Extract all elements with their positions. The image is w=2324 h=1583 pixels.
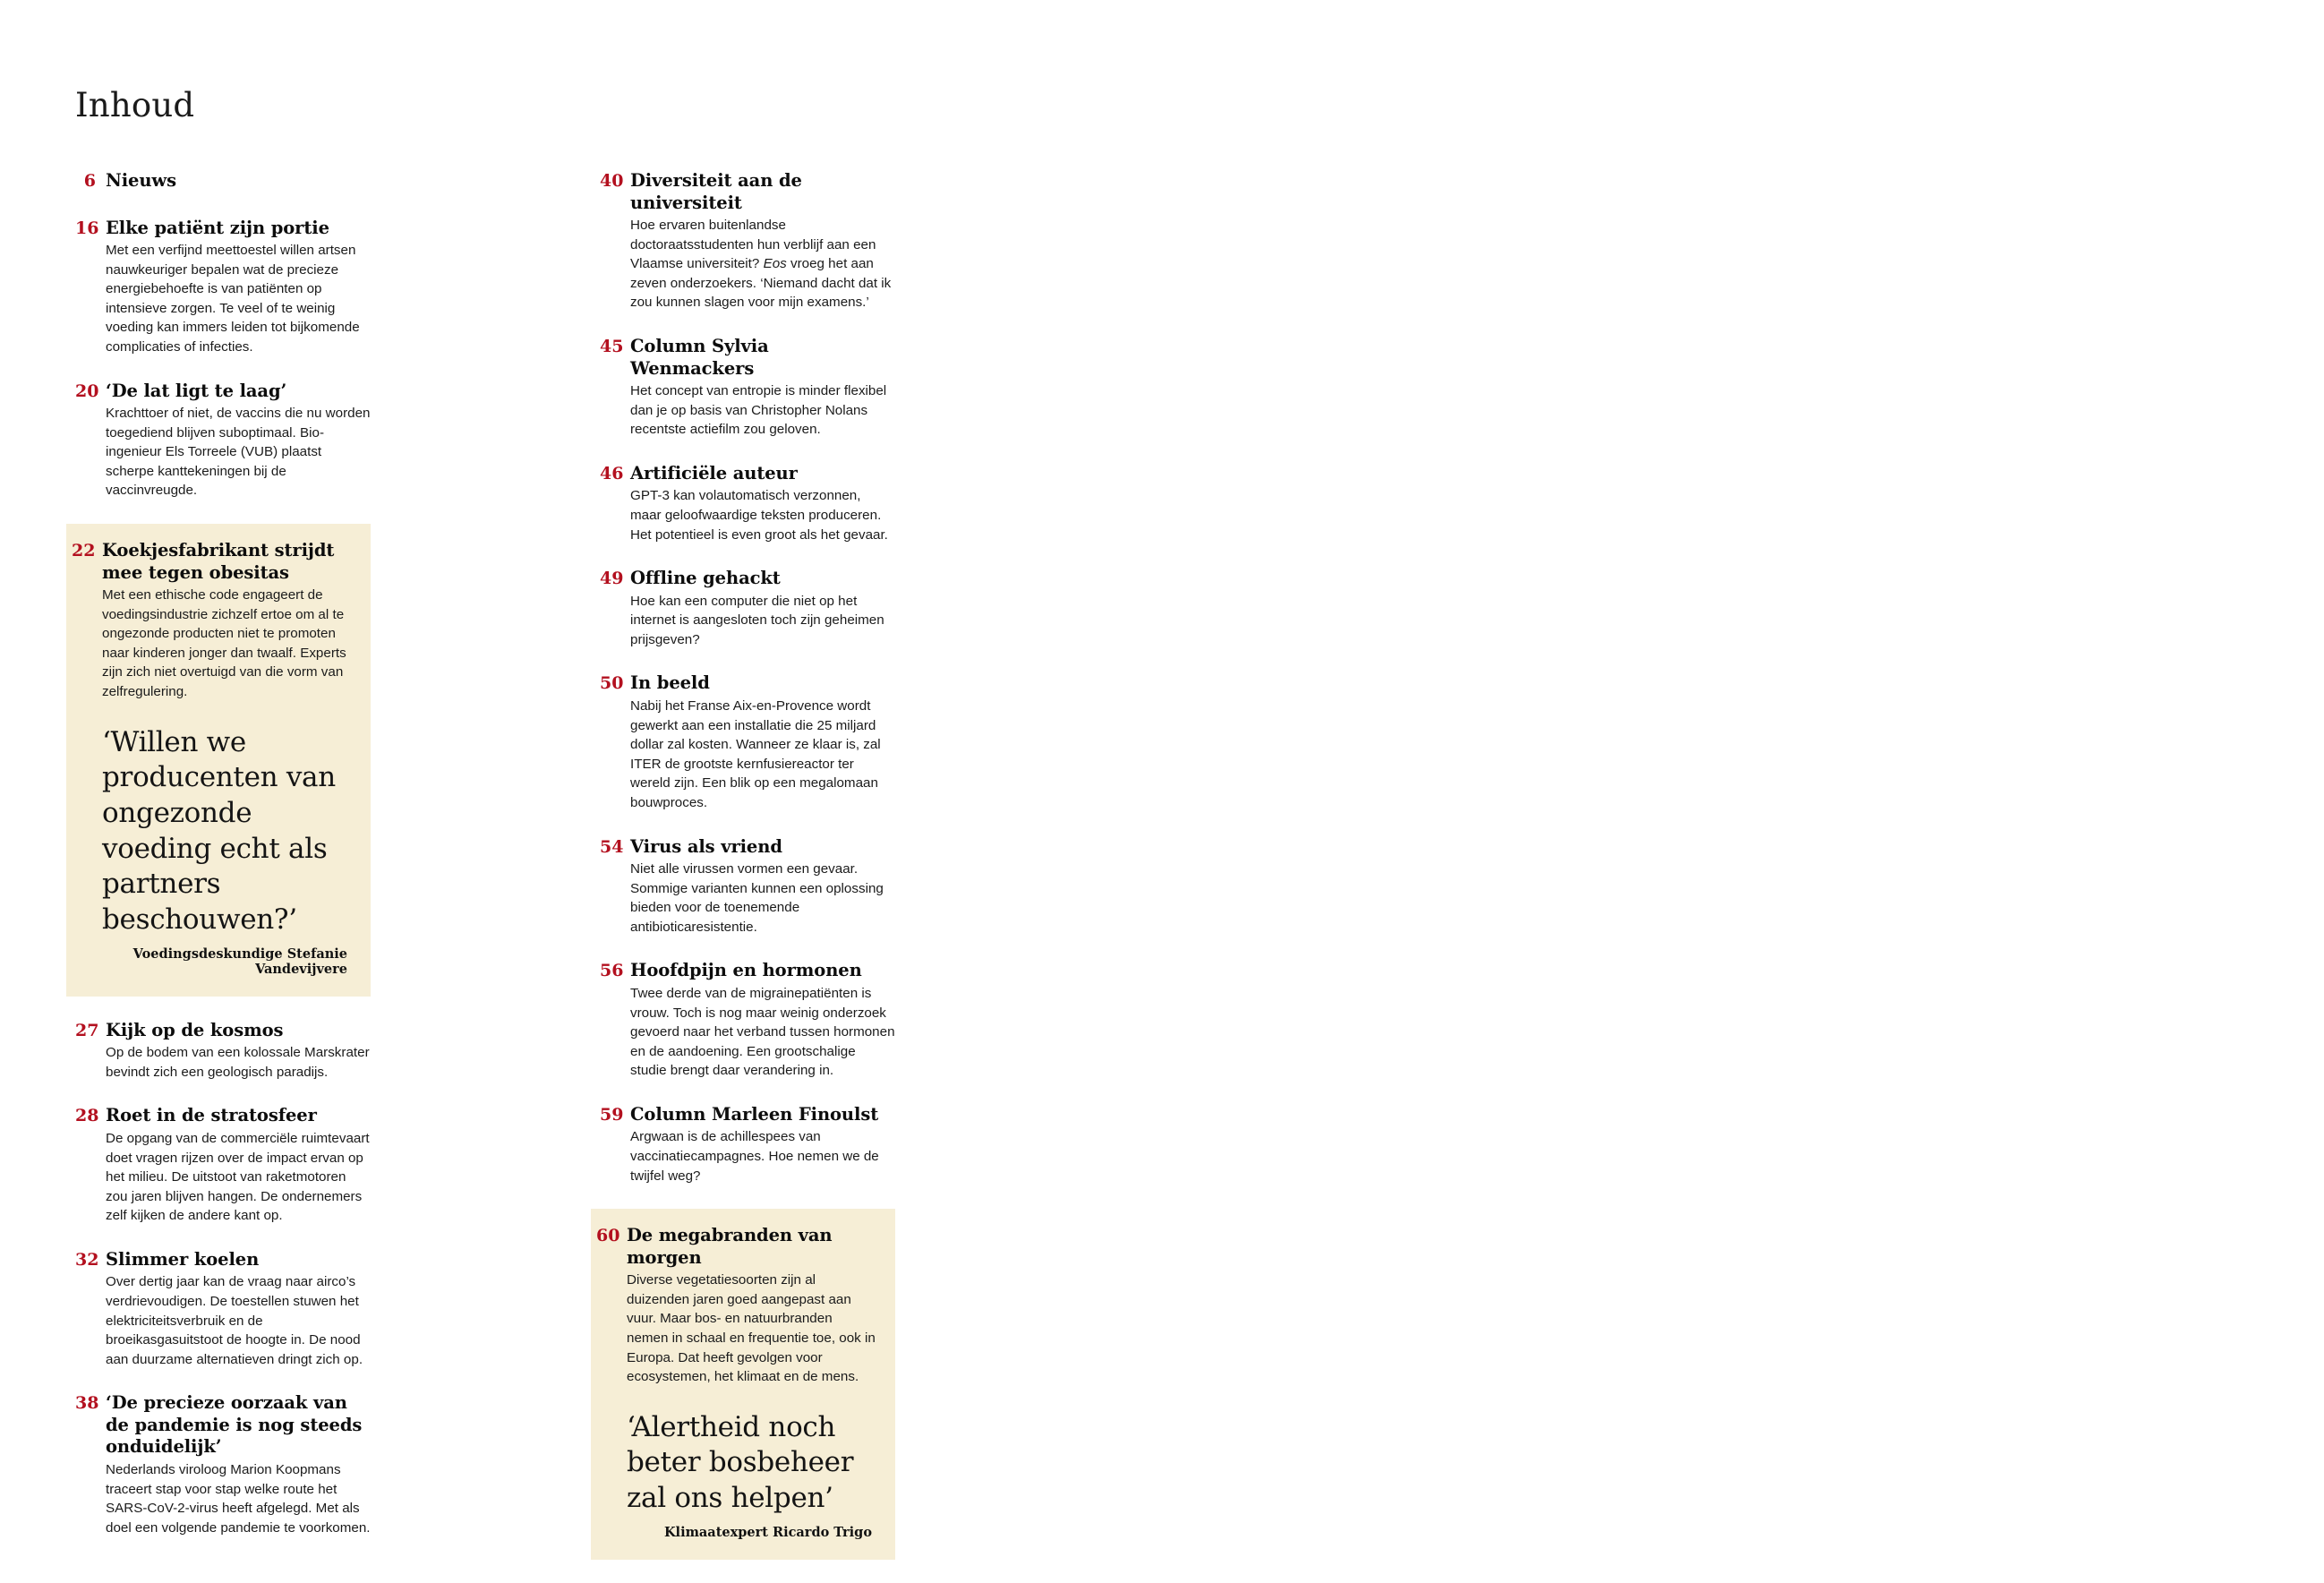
toc-entry[interactable] [600,170,895,312]
toc-entry[interactable] [600,836,895,937]
entry-title: Elke patiënt zijn portie [106,217,329,238]
page-number: 50 [600,673,624,694]
entry-description: De opgang van de commerciële ruimtevaart doet vragen rijzen over de impact ervan op het milieu. De uitstoot van raketmotoren zou jaren blijven hangen. De ondernemers zelf kijken de andere kant op. [106,1130,370,1224]
toc-entry[interactable] [72,540,353,702]
entry-description: GPT-3 kan volautomatisch verzonnen, maar geloofwaardige teksten produceren. Het potentieel is even groot als het gevaar. [630,488,888,543]
right-page [1161,0,2324,1536]
toc-entry[interactable] [600,463,895,544]
toc-entry[interactable] [600,1104,895,1185]
page-number: 59 [600,1104,624,1125]
entry-description: Met een ethische code engageert de voedingsindustrie zichzelf ertoe om al te ongezonde producten niet te promoten naar kinderen jonger dan twaalf. Experts zijn zich niet overtuigd van die vorm van zelfregulering. [102,587,346,700]
toc-entry[interactable] [75,170,371,194]
toc-entry[interactable] [596,1225,877,1387]
page-number: 56 [600,961,624,981]
entry-title: Column Marleen Finoulst [630,1103,879,1125]
page-number: 38 [75,1393,99,1414]
page-title: Inhoud [75,86,195,124]
desc-post: vroeg het aan zeven onderzoekers. ‘Niemand dacht dat ik zou kunnen slagen voor mijn examens.’ [630,256,892,311]
page-number: 32 [75,1249,99,1270]
entry-description: Krachttoer of niet, de vaccins die nu worden toegediend blijven suboptimaal. Bio-ingenieur Els Torreele (VUB) plaatst scherpe kanttekeningen bij de vaccinvreugde. [106,406,371,499]
toc-entry[interactable] [600,568,895,649]
page-number: 28 [75,1106,99,1126]
page-number: 6 [83,171,96,191]
entry-title: Virus als vriend [630,835,782,857]
toc-entry[interactable] [75,1105,371,1225]
pull-quote-attribution: Voedingsdeskundige Stefanie Vandevijvere [132,946,347,977]
page-number: 40 [600,171,624,191]
entry-title: Column Sylvia Wenmackers [630,336,769,379]
entry-title: Koekjesfabrikant strijdt mee tegen obesitas [102,540,335,583]
page-number: 46 [600,463,624,483]
toc-entry[interactable] [600,672,895,812]
entry-title: In beeld [630,672,710,694]
page-number: 49 [600,569,624,589]
pull-quote: ‘Willen we producenten van ongezonde voeding echt als partners beschouwen?’ [102,725,336,936]
entry-description: Twee derde van de migrainepatiënten is vrouw. Toch is nog maar weinig onderzoek gevoerd naar het verband tussen hormonen en de aandoening. Een grootschalige studie brengt daar verandering in. [630,985,895,1079]
left-page [0,0,1161,1540]
pull-quote: ‘Alertheid noch beter bosbeheer zal ons helpen’ [627,1410,854,1515]
entry-title: Diversiteit aan de universiteit [630,170,802,213]
entry-description: Nederlands viroloog Marion Koopmans traceert stap voor stap welke route het SARS-CoV-2-virus heeft afgelegd. Met als doel een volgende pandemie te voorkomen. [106,1461,371,1536]
page-number: 20 [75,381,99,401]
highlighted-entry-box[interactable] [591,1209,895,1560]
entry-title: Artificiële auteur [630,462,798,483]
entry-description: Het concept van entropie is minder flexibel dan je op basis van Christopher Nolans recentste actiefilm zou geloven. [630,383,887,438]
entry-title: ‘De lat ligt te laag’ [106,380,287,401]
entry-description: Nabij het Franse Aix-en-Provence wordt gewerkt aan een installatie die 25 miljard dollar zal kosten. Wanneer ze klaar is, zal ITER de grootste kernfusiereactor ter wereld zijn. Een blik op een megalomaan bouwproces. [630,698,881,810]
toc-column-1 [72,170,371,1561]
toc-entry[interactable] [75,1020,371,1082]
entry-description: Met een verfijnd meettoestel willen artsen nauwkeuriger bepalen wat de precieze energiebehoefte is van patiënten op intensieve zorgen. Te veel of te weinig voeding kan immers leiden tot bijkomende complicaties of infecties. [106,243,360,355]
toc-column-2 [596,170,895,1583]
entry-title: Slimmer koelen [106,1248,260,1270]
entry-title: Hoofdpijn en hormonen [630,960,862,981]
entry-description: Hoe kan een computer die niet op het internet is aangesloten toch zijn geheimen prijsgeven? [630,593,884,647]
toc-entry[interactable] [600,336,895,440]
entry-description: Diverse vegetatiesoorten zijn al duizenden jaren goed aangepast aan vuur. Maar bos- en natuurbranden nemen in schaal en frequentie toe, ook in Europa. Dat heeft gevolgen voor ecosystemen, het klimaat en de mens. [627,1272,876,1385]
entry-description: Niet alle virussen vormen een gevaar. Sommige varianten kunnen een oplossing bieden voor de toenemende antibioticaresistentie. [630,861,884,935]
entry-description: Over dertig jaar kan de vraag naar airco’s verdrievoudigen. De toestellen stuwen het elektriciteitsverbruik en de broeikasgasuitstoot de hoogte in. De nood aan duurzame alternatieven dringt zich op. [106,1274,363,1367]
entry-title: Nieuws [106,170,176,191]
toc-entry[interactable] [75,1392,371,1537]
entry-title: De megabranden van morgen [627,1225,833,1268]
toc-entry[interactable] [75,218,371,357]
toc-entry[interactable] [75,381,371,501]
desc-pre: Hoe ervaren buitenlandse doctoraatsstudenten hun verblijf aan een Vlaamse universiteit? [630,218,876,272]
pull-quote-attribution: Klimaatexpert Ricardo Trigo [663,1524,872,1540]
entry-title: Offline gehackt [630,568,781,589]
page-number: 45 [600,337,624,357]
page-number: 27 [75,1020,99,1040]
page-number: 22 [72,541,96,561]
toc-entry[interactable] [75,1249,371,1369]
entry-description: Op de bodem van een kolossale Marskrater bevindt zich een geologisch paradijs. [106,1045,370,1080]
desc-emphasis: Eos [763,256,787,272]
highlighted-entry-box[interactable] [66,524,371,997]
page-number: 16 [75,218,99,238]
entry-title: Kijk op de kosmos [106,1019,284,1040]
entry-title: Roet in de stratosfeer [106,1105,317,1126]
entry-description: Argwaan is de achillespees van vaccinatiecampagnes. Hoe nemen we de twijfel weg? [630,1129,879,1184]
entry-title: ‘De precieze oorzaak van de pandemie is nog steeds onduidelijk’ [106,1392,363,1458]
toc-entry[interactable] [600,960,895,1080]
page-number: 54 [600,836,624,857]
entry-description [630,216,895,312]
page-number: 60 [596,1226,620,1246]
